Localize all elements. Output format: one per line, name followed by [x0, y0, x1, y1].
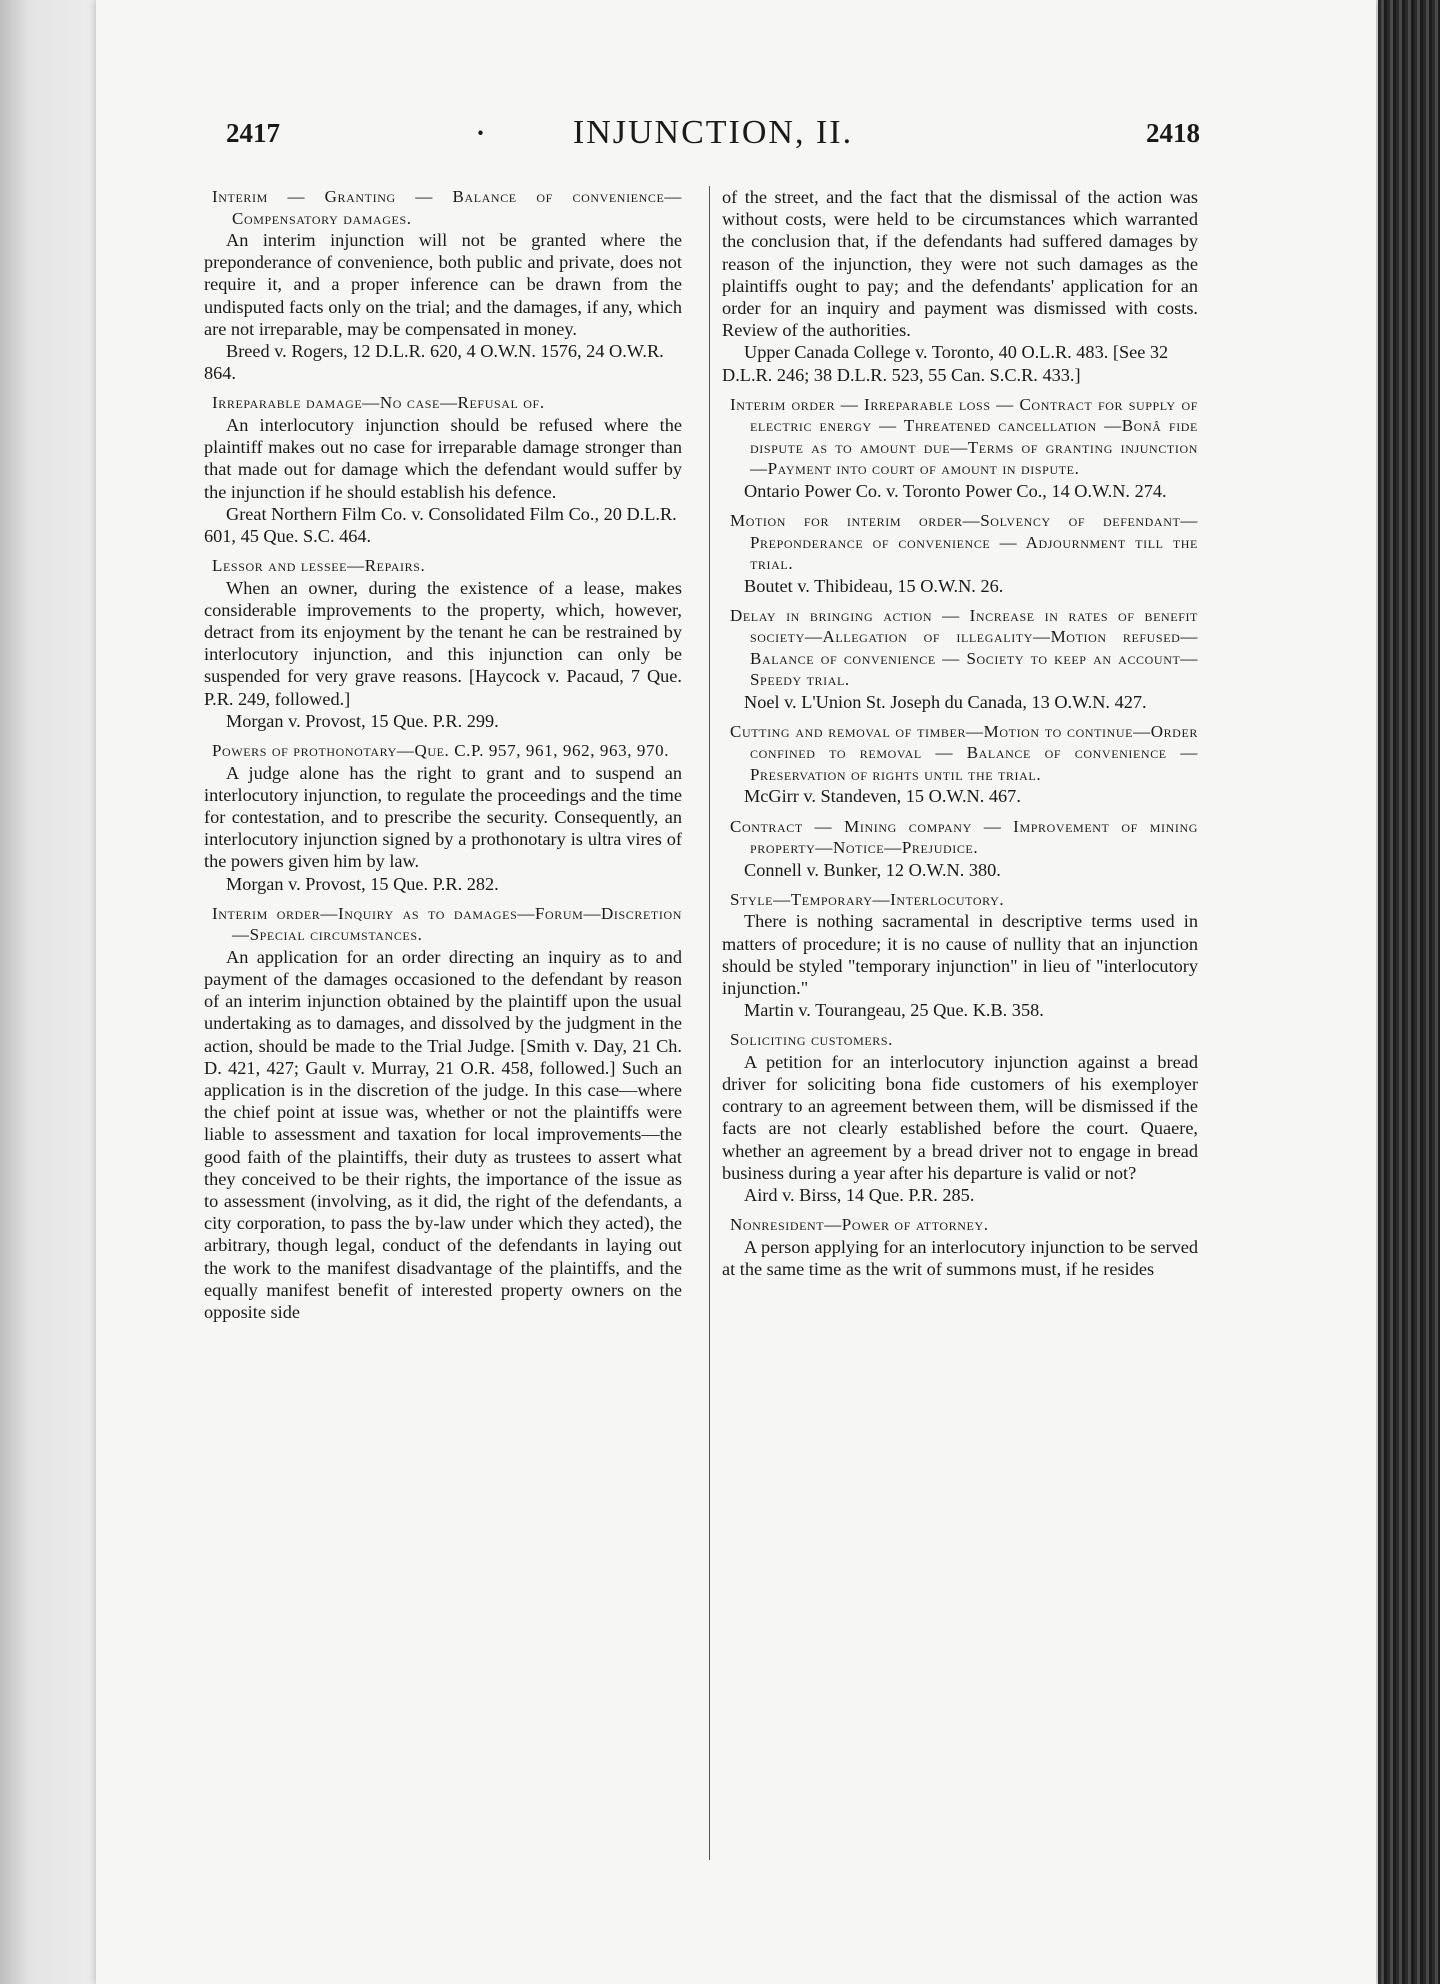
- page-number-right: 2418: [1146, 118, 1200, 148]
- entry-citation: Breed v. Rogers, 12 D.L.R. 620, 4 O.W.N. 1576, 24 O.W.R. 864.: [204, 341, 664, 384]
- entry-heading: Irreparable damage—No case—Refusal of.: [212, 393, 545, 413]
- digest-entry: [204, 392, 682, 547]
- right-column: [722, 186, 1198, 1866]
- digest-entry: [722, 1214, 1198, 1280]
- entry-heading: Nonresident—Power of attorney.: [730, 1215, 989, 1235]
- entry-citation: Martin v. Tourangeau, 25 Que. K.B. 358.: [744, 1000, 1044, 1021]
- digest-entry: [722, 721, 1198, 808]
- entry-body: A petition for an interlocutory injunction against a bread driver for soliciting bona fide customers of his exemployer contrary to an agreement between them, will be dismissed if the facts are not clearly established before the court. Quaere, whether an agreement by a bread driver not to engage in bread business during a year after his departure is valid or not?: [722, 1051, 1198, 1183]
- entry-body: A person applying for an interlocutory injunction to be served at the same time as the writ of summons must, if he resides: [722, 1236, 1198, 1279]
- left-column: [204, 186, 682, 1866]
- entry-citation: Connell v. Bunker, 12 O.W.N. 380.: [744, 859, 1001, 880]
- entry-citation: Morgan v. Provost, 15 Que. P.R. 299.: [226, 710, 499, 731]
- digest-entry: [722, 889, 1198, 1022]
- entry-citation: Upper Canada College v. Toronto, 40 O.L.R. 483. [See 32 D.L.R. 246; 38 D.L.R. 523, 55 Can. S.C.R. 433.]: [722, 342, 1169, 385]
- entry-heading: Style—Temporary—Interlocutory.: [730, 889, 1005, 909]
- entry-citation: Boutet v. Thibideau, 15 O.W.N. 26.: [744, 575, 1004, 596]
- entry-citation: McGirr v. Standeven, 15 O.W.N. 467.: [744, 786, 1021, 807]
- digest-entry: [722, 1029, 1198, 1206]
- book-edge: [1378, 0, 1440, 1984]
- digest-entry: [204, 740, 682, 895]
- entry-body: A judge alone has the right to grant and to suspend an interlocutory injunction, to regulate the proceedings and the time for contestation, and to prescribe the security. Consequently, an interlocutory injunction signed by a prothonotary is ultra vires of the powers given him by law.: [204, 762, 682, 872]
- entry-heading: Motion for interim order—Solvency of defendant—Preponderance of convenience — Adjournment till the trial.: [730, 511, 1198, 574]
- column-divider: [709, 186, 710, 1860]
- digest-entry: [204, 903, 682, 1323]
- entry-citation: Morgan v. Provost, 15 Que. P.R. 282.: [226, 873, 499, 894]
- header-dot: ·: [476, 118, 486, 148]
- entry-heading: Cutting and removal of timber—Motion to continue—Order confined to removal — Balance of convenience — Preservation of rights until the trial.: [730, 721, 1198, 784]
- digest-entry: [722, 394, 1198, 502]
- digest-entry: [204, 555, 682, 732]
- entry-citation: Great Northern Film Co. v. Consolidated Film Co., 20 D.L.R. 601, 45 Que. S.C. 464.: [204, 503, 677, 546]
- entry-citation: Noel v. L'Union St. Joseph du Canada, 13 O.W.N. 427.: [744, 691, 1147, 712]
- digest-entry-continued: [722, 186, 1198, 386]
- entry-body: An interim injunction will not be granted where the preponderance of convenience, both public and private, does not require it, and a proper inference can be drawn from the undisputed facts only on the trial; and the damages, if any, which are not irreparable, may be compensated in money.: [204, 230, 682, 339]
- page-header: [226, 114, 1200, 168]
- entry-heading: Contract — Mining company — Improvement of mining property—Notice—Prejudice.: [730, 816, 1198, 858]
- entry-body: There is nothing sacramental in descriptive terms used in matters of procedure; it is no cause of nullity that an injunction should be styled "temporary injunction" in lieu of "interlocutory injunction.": [722, 911, 1198, 998]
- entry-citation: Ontario Power Co. v. Toronto Power Co., 14 O.W.N. 274.: [744, 480, 1167, 501]
- entry-body: An interlocutory injunction should be refused where the plaintiff makes out no case for irreparable damage stronger than that made out for damage which the defendant would suffer by the injunction if he should establish his defence.: [204, 414, 682, 502]
- entry-heading: Soliciting customers.: [730, 1030, 894, 1050]
- digest-entry: [722, 605, 1198, 713]
- entry-heading: Interim order — Irreparable loss — Contract for supply of electric energy — Threatened cancellation —Bonâ fide dispute as to amount due—Terms of granting injunction —Payment into court of amount in dispute.: [730, 394, 1198, 479]
- entry-heading: Powers of prothonotary—Que. C.P. 957, 961, 962, 963, 970.: [212, 741, 670, 761]
- entry-heading: Lessor and lessee—Repairs.: [212, 556, 426, 576]
- digest-entry: [722, 510, 1198, 597]
- page-number-left: 2417: [226, 118, 280, 148]
- entry-heading: Interim order—Inquiry as to damages—Forum—Discretion—Special circumstances.: [212, 903, 682, 945]
- entry-body: When an owner, during the existence of a lease, makes considerable improvements to the property, which, however, detract from its enjoyment by the tenant he can be restrained by interlocutory injunction, and this injunction can only be suspended for very grave reasons. [Haycock v. Pacaud, 7 Que. P.R. 249, followed.]: [204, 577, 682, 709]
- entry-heading: Interim — Granting — Balance of convenience—Compensatory damages.: [212, 187, 682, 228]
- scan-left-margin: [0, 0, 100, 1984]
- entry-body: An application for an order directing an inquiry as to and payment of the damages occasioned to the defendant by reason of an interim injunction obtained by the plaintiff upon the usual undertaking as to damages, and dissolved by the judgment in the action, should be made to the Trial Judge. [Smith v. Day, 21 Ch. D. 421, 427; Gault v. Murray, 21 O.R. 458, followed.] Such an application is in the discretion of the judge. In this case—where the chief point at issue was, whether or not the plaintiffs were liable to assessment and taxation for local improvements—the good faith of the plaintiffs, their duty as trustees to assert what they conceived to be their rights, the importance of the issue as to assessment (involving, as it did, the right of the defendants, a city corporation, to pass the by-law under which they acted), the arbitrary, though legal, conduct of the defendants in laying out the work to the manifest disadvantage of the plaintiffs, and the equally manifest benefit of interested property owners on the opposite side: [204, 946, 682, 1323]
- entry-body: of the street, and the fact that the dismissal of the action was without costs, were held to be circumstances which warranted the conclusion that, if the defendants had suffered damages by reason of the injunction, they were not such damages as the plaintiffs ought to pay; and the defendants' application for an order for an inquiry and payment was dismissed with costs. Review of the authorities.: [722, 187, 1198, 341]
- entry-heading: Delay in bringing action — Increase in rates of benefit society—Allegation of illegality—Motion refused—Balance of convenience — Society to keep an account—Speedy trial.: [730, 605, 1198, 690]
- entry-citation: Aird v. Birss, 14 Que. P.R. 285.: [744, 1185, 975, 1206]
- running-title: INJUNCTION, II.: [572, 114, 854, 151]
- digest-entry: [204, 186, 682, 384]
- digest-entry: [722, 816, 1198, 881]
